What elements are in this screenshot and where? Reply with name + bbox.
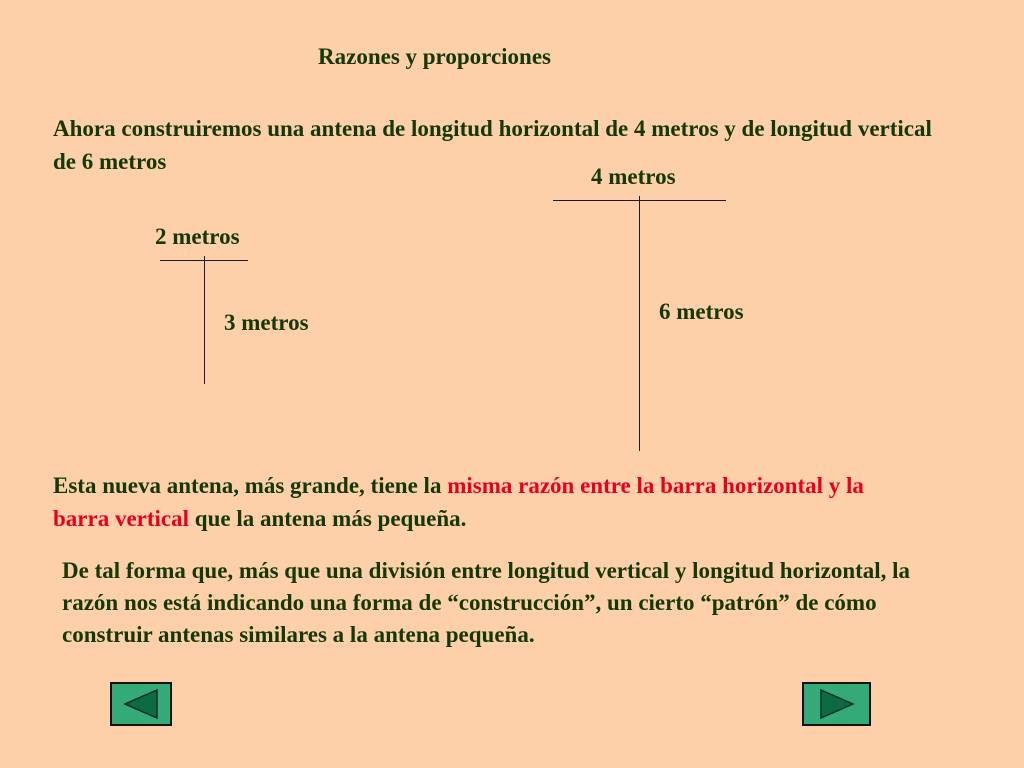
triangle-left-icon: [121, 688, 161, 720]
large-antenna-horizontal-label: 4 metros: [591, 164, 676, 189]
small-antenna-vertical-bar: [204, 256, 205, 384]
conclusion-highlight: misma razón entre la barra horizontal y la barra vertical: [53, 473, 864, 531]
intro-text: Ahora construiremos una antena de longitud horizontal de 4 metros y de longitud vertical de 6 metros: [53, 116, 932, 174]
triangle-right-icon: [817, 688, 857, 720]
small-antenna-vertical-label: 3 metros: [224, 310, 309, 335]
slide-title: Razones y proporciones: [318, 44, 551, 69]
conclusion-part2: que la antena más pequeña.: [189, 506, 467, 531]
conclusion-text: [53, 469, 913, 535]
small-antenna-horizontal-label: 2 metros: [155, 224, 240, 249]
conclusion-part1: Esta nueva antena, más grande, tiene la: [53, 473, 448, 498]
previous-slide-button[interactable]: [110, 682, 172, 726]
next-slide-button[interactable]: [802, 682, 871, 726]
large-antenna-vertical-bar: [639, 196, 640, 451]
explanation-text: De tal forma que, más que una división entre longitud vertical y longitud horizontal, la razón nos está indicando una forma de “construcción”, un cierto “patrón” de cómo construir antenas similares a la antena pequeña.: [62, 558, 911, 647]
large-antenna-vertical-label: 6 metros: [659, 299, 744, 324]
